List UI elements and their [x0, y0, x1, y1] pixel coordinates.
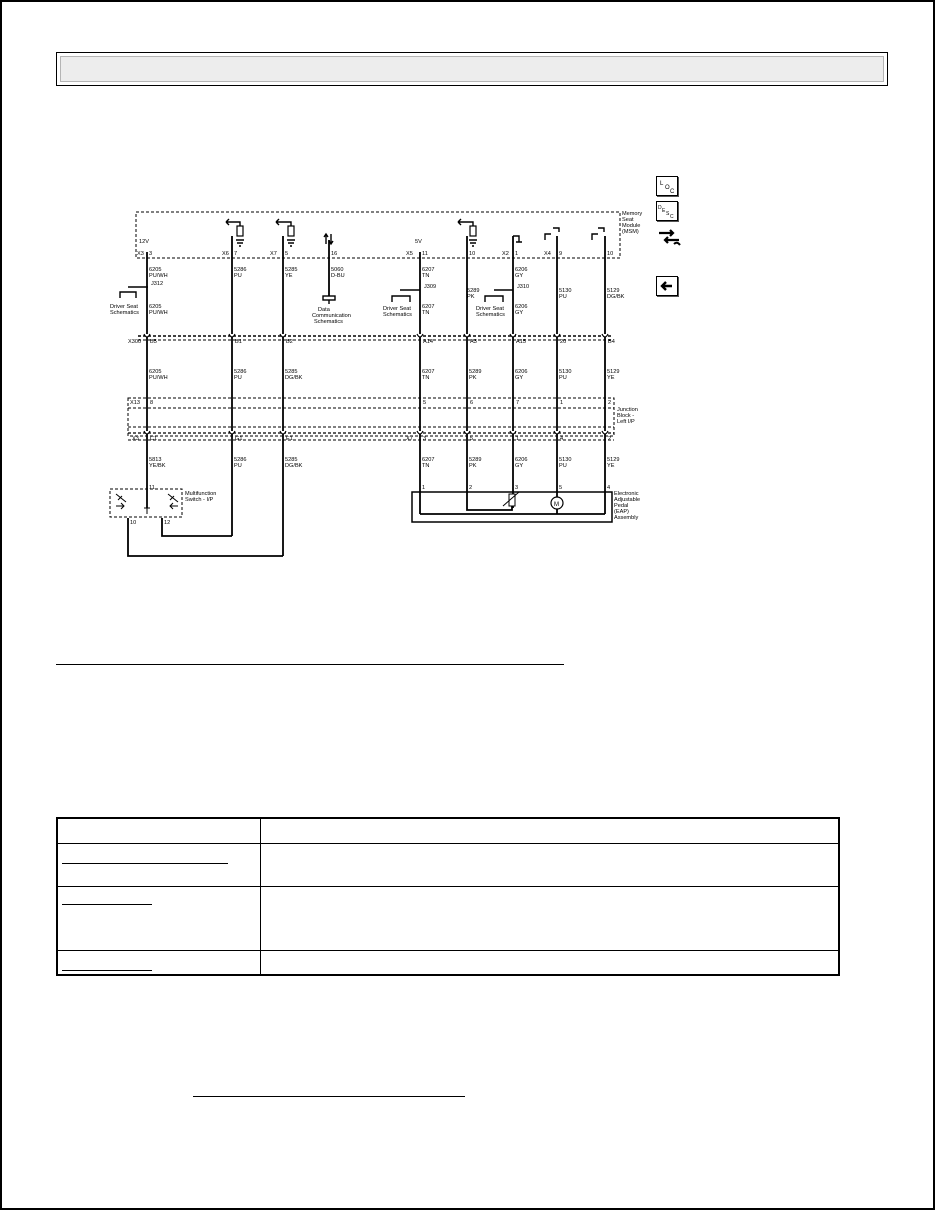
wire-circuit: 5130 — [559, 369, 572, 375]
msm-pin: 10 — [469, 251, 476, 257]
wire-color: TN — [422, 375, 430, 381]
connector-x2: X2 — [502, 251, 509, 257]
wire-circuit: 6207 — [422, 304, 435, 310]
wire-color: PK — [469, 375, 477, 381]
cell-link-line[interactable] — [62, 970, 152, 971]
lower-pin: G1 — [235, 436, 243, 442]
wire-color: DG/BK — [285, 375, 303, 381]
wire-color: DG/BK — [285, 463, 303, 469]
table-row — [57, 843, 839, 887]
switch-pin: 12 — [164, 520, 171, 526]
x300-pin: B2 — [286, 339, 293, 345]
wire-color: YE/BK — [149, 463, 166, 469]
voltage-12v: 12V — [139, 239, 149, 245]
ref-data-comm: Data — [318, 307, 330, 313]
wire-circuit: 6206 — [515, 369, 528, 375]
table-cell — [260, 887, 839, 951]
table-cell — [260, 843, 839, 887]
connector-x3-lower: X3 — [132, 436, 139, 442]
x13-pin: 2 — [608, 400, 612, 406]
svg-text:E: E — [662, 208, 666, 214]
ref-data-comm: Schematics — [314, 319, 343, 325]
wire-color: PU — [234, 375, 242, 381]
table-cell[interactable] — [57, 843, 260, 887]
connector-x13: X13 — [130, 400, 140, 406]
lower-pin: 3 — [423, 436, 427, 442]
wire-circuit: 5285 — [285, 369, 298, 375]
section-underline — [56, 664, 564, 665]
svg-text:C: C — [670, 214, 674, 220]
switch-pin: 10 — [130, 520, 137, 526]
wire-circuit: 5129 — [607, 369, 620, 375]
wire-color: PU — [559, 463, 567, 469]
junction-block-title: Junction — [617, 407, 638, 413]
x300-pin: A3 — [470, 339, 477, 345]
x13-pin: 6 — [470, 400, 474, 406]
wire-circuit: 5286 — [234, 369, 247, 375]
junction-block-title: Block - — [617, 413, 635, 419]
switch-name: Multifunction — [185, 491, 217, 497]
eap-pin: 2 — [469, 485, 473, 491]
wire-circuit: 5060 — [331, 267, 344, 273]
switch-name: Switch - I/P — [185, 497, 214, 503]
msm-pin: 5 — [285, 251, 289, 257]
x13-pin: 5 — [423, 400, 427, 406]
wire-circuit: 6205 — [149, 267, 162, 273]
cell-link-line[interactable] — [62, 863, 228, 864]
wire-color: PK — [469, 463, 477, 469]
eap-name: (EAP) — [614, 509, 629, 515]
info-table — [56, 817, 840, 976]
wire-circuit: 5130 — [559, 288, 572, 294]
table-row — [57, 887, 839, 951]
wire-circuit: 6207 — [422, 267, 435, 273]
ref-driver-seat: Schematics — [383, 312, 412, 318]
lower-pin: 5 — [470, 436, 474, 442]
wire-color: PU — [559, 375, 567, 381]
splice-j310: J310 — [517, 284, 530, 290]
ref-driver-seat: Schematics — [476, 312, 505, 318]
wire-color: PK — [467, 294, 475, 300]
wire-circuit: 6206 — [515, 267, 528, 273]
msm-title-2: Seat — [622, 217, 634, 223]
wire-circuit: 5130 — [559, 457, 572, 463]
table-cell[interactable] — [57, 887, 260, 951]
back-arrow-icon[interactable] — [656, 276, 678, 296]
connector-icon[interactable] — [656, 226, 682, 248]
wire-circuit: 6205 — [149, 304, 162, 310]
wire-color: DG/BK — [607, 294, 625, 300]
table-cell[interactable] — [57, 951, 260, 975]
msm-pin: 9 — [559, 251, 563, 257]
wire-circuit: 6207 — [422, 369, 435, 375]
wire-circuit: 5285 — [285, 267, 298, 273]
eap-pin: 1 — [422, 485, 426, 491]
eap-pin: 5 — [559, 485, 563, 491]
wire-color: TN — [422, 310, 430, 316]
footer-underline[interactable] — [193, 1096, 465, 1097]
ref-data-comm: Communication — [312, 313, 351, 319]
wire-circuit: 5813 — [149, 457, 162, 463]
connector-x7: X7 — [270, 251, 277, 257]
ref-driver-seat: Driver Seat — [476, 306, 504, 312]
svg-text:D: D — [658, 205, 662, 211]
motor-label: M — [554, 502, 559, 508]
wire-circuit: 6206 — [515, 457, 528, 463]
msm-pin: 3 — [149, 251, 153, 257]
connector-x3: X3 — [137, 251, 144, 257]
wire-circuit: 5286 — [234, 267, 247, 273]
wire-circuit: 5289 — [469, 457, 482, 463]
eap-pin: 3 — [515, 485, 519, 491]
wire-circuit: 5129 — [607, 457, 620, 463]
ref-driver-seat: Schematics — [110, 310, 139, 316]
eap-name: Adjustable — [614, 497, 641, 503]
wire-circuit: 6205 — [149, 369, 162, 375]
lower-pin: 2 — [608, 436, 612, 442]
x300-pin: B5 — [150, 339, 157, 345]
wire-color: PU/WH — [149, 310, 168, 316]
wire-color: GY — [515, 463, 524, 469]
voltage-5v: 5V — [415, 239, 422, 245]
switch-pin: 11 — [149, 485, 155, 491]
svg-text:S: S — [666, 211, 670, 217]
eap-name: Electronic — [614, 491, 639, 497]
loc-icon[interactable] — [656, 176, 678, 196]
ref-driver-seat: Driver Seat — [383, 306, 411, 312]
wire-color: TN — [422, 273, 430, 279]
table-header-cell — [260, 818, 839, 843]
header-bar — [56, 52, 888, 86]
ref-driver-seat: Driver Seat — [110, 304, 138, 310]
connector-x7-lower: X7 — [406, 436, 413, 442]
wire-color: GY — [515, 375, 524, 381]
x300-pin: A14 — [423, 339, 433, 345]
wire-circuit: 5289 — [467, 288, 480, 294]
svg-text:O: O — [665, 185, 670, 191]
wire-circuit: 5286 — [234, 457, 247, 463]
wire-circuit: 6206 — [515, 304, 528, 310]
connector-x4: X4 — [544, 251, 551, 257]
wire-circuit: 5129 — [607, 288, 620, 294]
wire-color: YE — [285, 273, 293, 279]
x300-pin: 20 — [560, 339, 567, 345]
wire-color: PU/WH — [149, 375, 168, 381]
msm-pin: 7 — [234, 251, 238, 257]
connector-x5: X5 — [406, 251, 413, 257]
wire-circuit: 5285 — [285, 457, 298, 463]
wire-color: PU/WH — [149, 273, 168, 279]
msm-pin: 16 — [331, 251, 338, 257]
wire-color: D-BU — [331, 273, 345, 279]
wire-color: PU — [559, 294, 567, 300]
x300-pin: A15 — [516, 339, 526, 345]
x300-pin: B1 — [235, 339, 242, 345]
msm-pin: 11 — [422, 251, 428, 257]
msm-pin: 1 — [515, 251, 519, 257]
junction-block-title: Left I/P — [617, 419, 635, 425]
splice-j309: J309 — [424, 284, 437, 290]
wire-color: YE — [607, 463, 615, 469]
svg-text:C: C — [670, 189, 675, 195]
msm-pin: 10 — [607, 251, 614, 257]
lower-pin: 4 — [560, 436, 564, 442]
splice-j312: J312 — [151, 281, 164, 287]
x13-pin: 1 — [560, 400, 564, 406]
desc-icon[interactable] — [656, 201, 678, 221]
lower-pin: E1 — [286, 436, 293, 442]
wire-circuit: 5289 — [469, 369, 482, 375]
wire-color: PU — [234, 273, 242, 279]
cell-link-line[interactable] — [62, 904, 152, 905]
wire-circuit: 6207 — [422, 457, 435, 463]
eap-pin: 4 — [607, 485, 611, 491]
wire-color: YE — [607, 375, 615, 381]
x13-pin: 7 — [516, 400, 520, 406]
lower-pin: C1 — [150, 436, 158, 442]
wiring-schematic — [90, 168, 650, 573]
loc-icon-l: L — [660, 181, 664, 187]
eap-name: Pedal — [614, 503, 629, 509]
x300-pin: B4 — [608, 339, 615, 345]
eap-name: Assembly — [614, 515, 639, 521]
msm-title-4: (MSM) — [622, 229, 639, 235]
wire-color: GY — [515, 273, 524, 279]
msm-title-1: Memory — [622, 211, 643, 217]
lower-pin: 1 — [516, 436, 520, 442]
wire-color: TN — [422, 463, 430, 469]
connector-x6: X6 — [222, 251, 229, 257]
table-header-cell — [57, 818, 260, 843]
wire-color: PU — [234, 463, 242, 469]
table-cell — [260, 951, 839, 975]
table-row — [57, 951, 839, 975]
msm-title-3: Module — [622, 223, 641, 229]
header-bar-inner — [60, 56, 884, 82]
wire-color: GY — [515, 310, 524, 316]
x13-pin: 8 — [150, 400, 154, 406]
table-header-row — [57, 818, 839, 843]
connector-x300: X300 — [128, 339, 142, 345]
